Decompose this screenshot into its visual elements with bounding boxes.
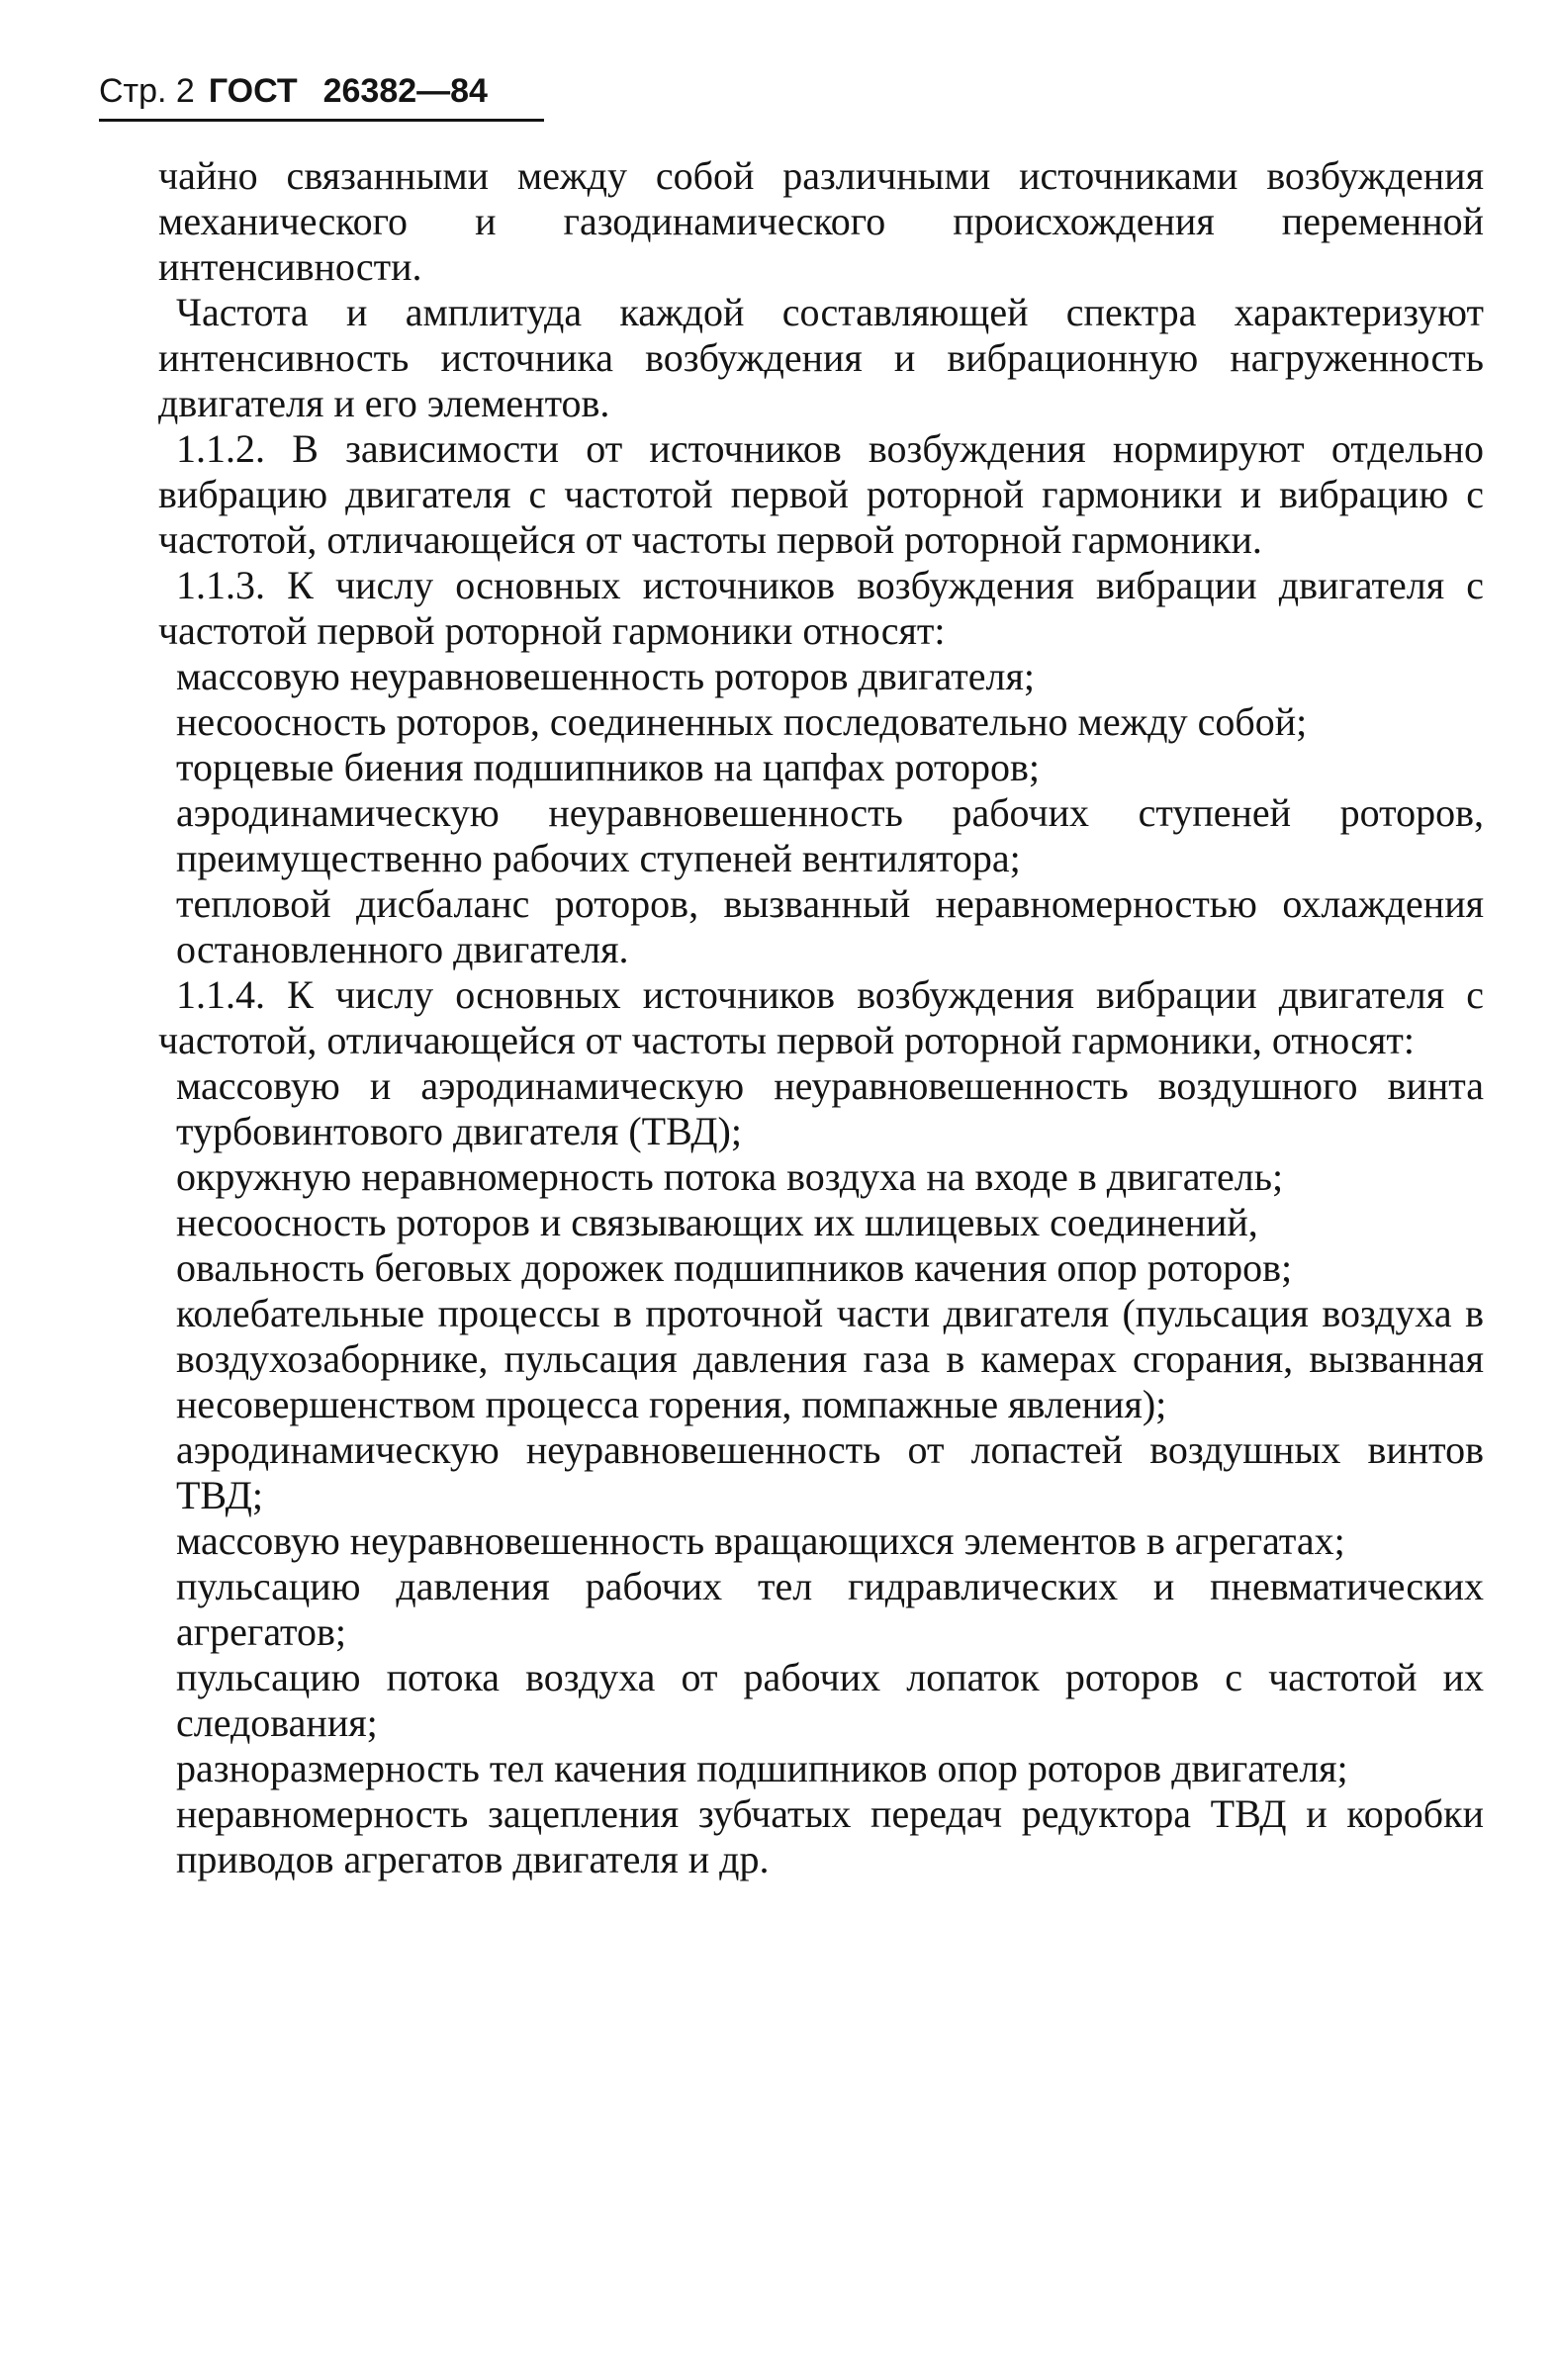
clause-1-1-2: 1.1.2. В зависимости от источников возбуждения нормируют отдельно вибрацию двигателя с частотой первой роторной гармоники и вибрацию с частотой, отличающейся от частоты первой роторной гармоники. xyxy=(158,426,1484,562)
list-item: аэродинамическую неуравновешенность от лопастей воздушных винтов ТВД; xyxy=(176,1427,1484,1517)
list-item: неравномерность зацепления зубчатых передач редуктора ТВД и коробки приводов агрегатов двигателя и др. xyxy=(176,1791,1484,1881)
list-item: колебательные процессы в проточной части двигателя (пульсация воздуха в воздухозаборнике, пульсация давления газа в камерах сгорания, вызванная несовершенством процесса горения, помпажные явления); xyxy=(176,1291,1484,1426)
list-item: тепловой дисбаланс роторов, вызванный неравномерностью охлаждения остановленного двигателя. xyxy=(176,881,1484,971)
list-item: пульсацию потока воздуха от рабочих лопаток роторов с частотой их следования; xyxy=(176,1655,1484,1745)
list-item: окружную неравномерность потока воздуха на входе в двигатель; xyxy=(176,1154,1284,1199)
list-item: пульсацию давления рабочих тел гидравлических и пневматических агрегатов; xyxy=(176,1564,1484,1654)
list-item: несоосность роторов и связывающих их шлицевых соединений, xyxy=(176,1200,1258,1244)
paragraph: Частота и амплитуда каждой составляющей спектра характеризуют интенсивность источника возбуждения и вибрационную нагруженность двигателя и его элементов. xyxy=(158,290,1484,425)
standard-label: ГОСТ xyxy=(208,72,298,110)
document-body xyxy=(158,153,1484,1882)
page-header xyxy=(99,71,488,111)
page-number-label: Стр. 2 xyxy=(99,72,195,110)
list-item: торцевые биения подшипников на цапфах роторов; xyxy=(176,745,1040,789)
clause-1-1-4: 1.1.4. К числу основных источников возбуждения вибрации двигателя с частотой, отличающейся от частоты первой роторной гармоники, относят: xyxy=(158,972,1484,1062)
list-item: массовую неуравновешенность вращающихся элементов в агрегатах; xyxy=(176,1518,1345,1563)
list-item: массовую и аэродинамическую неуравновешенность воздушного винта турбовинтового двигателя (ТВД); xyxy=(176,1063,1484,1153)
paragraph-continuation: чайно связанными между собой различными источниками возбуждения механического и газодинамического происхождения переменной интенсивности. xyxy=(158,153,1484,289)
list-item: овальность беговых дорожек подшипников качения опор роторов; xyxy=(176,1245,1293,1290)
list-item: аэродинамическую неуравновешенность рабочих ступеней роторов, преимущественно рабочих ступеней вентилятора; xyxy=(176,790,1484,880)
list-item: разноразмерность тел качения подшипников опор роторов двигателя; xyxy=(176,1746,1348,1790)
list-item: несоосность роторов, соединенных последовательно между собой; xyxy=(176,699,1308,744)
header-rule xyxy=(99,119,544,122)
standard-number: 26382—84 xyxy=(322,72,488,110)
list-item: массовую неуравновешенность роторов двигателя; xyxy=(176,654,1035,698)
clause-1-1-3: 1.1.3. К числу основных источников возбуждения вибрации двигателя с частотой первой роторной гармоники относят: xyxy=(158,563,1484,653)
